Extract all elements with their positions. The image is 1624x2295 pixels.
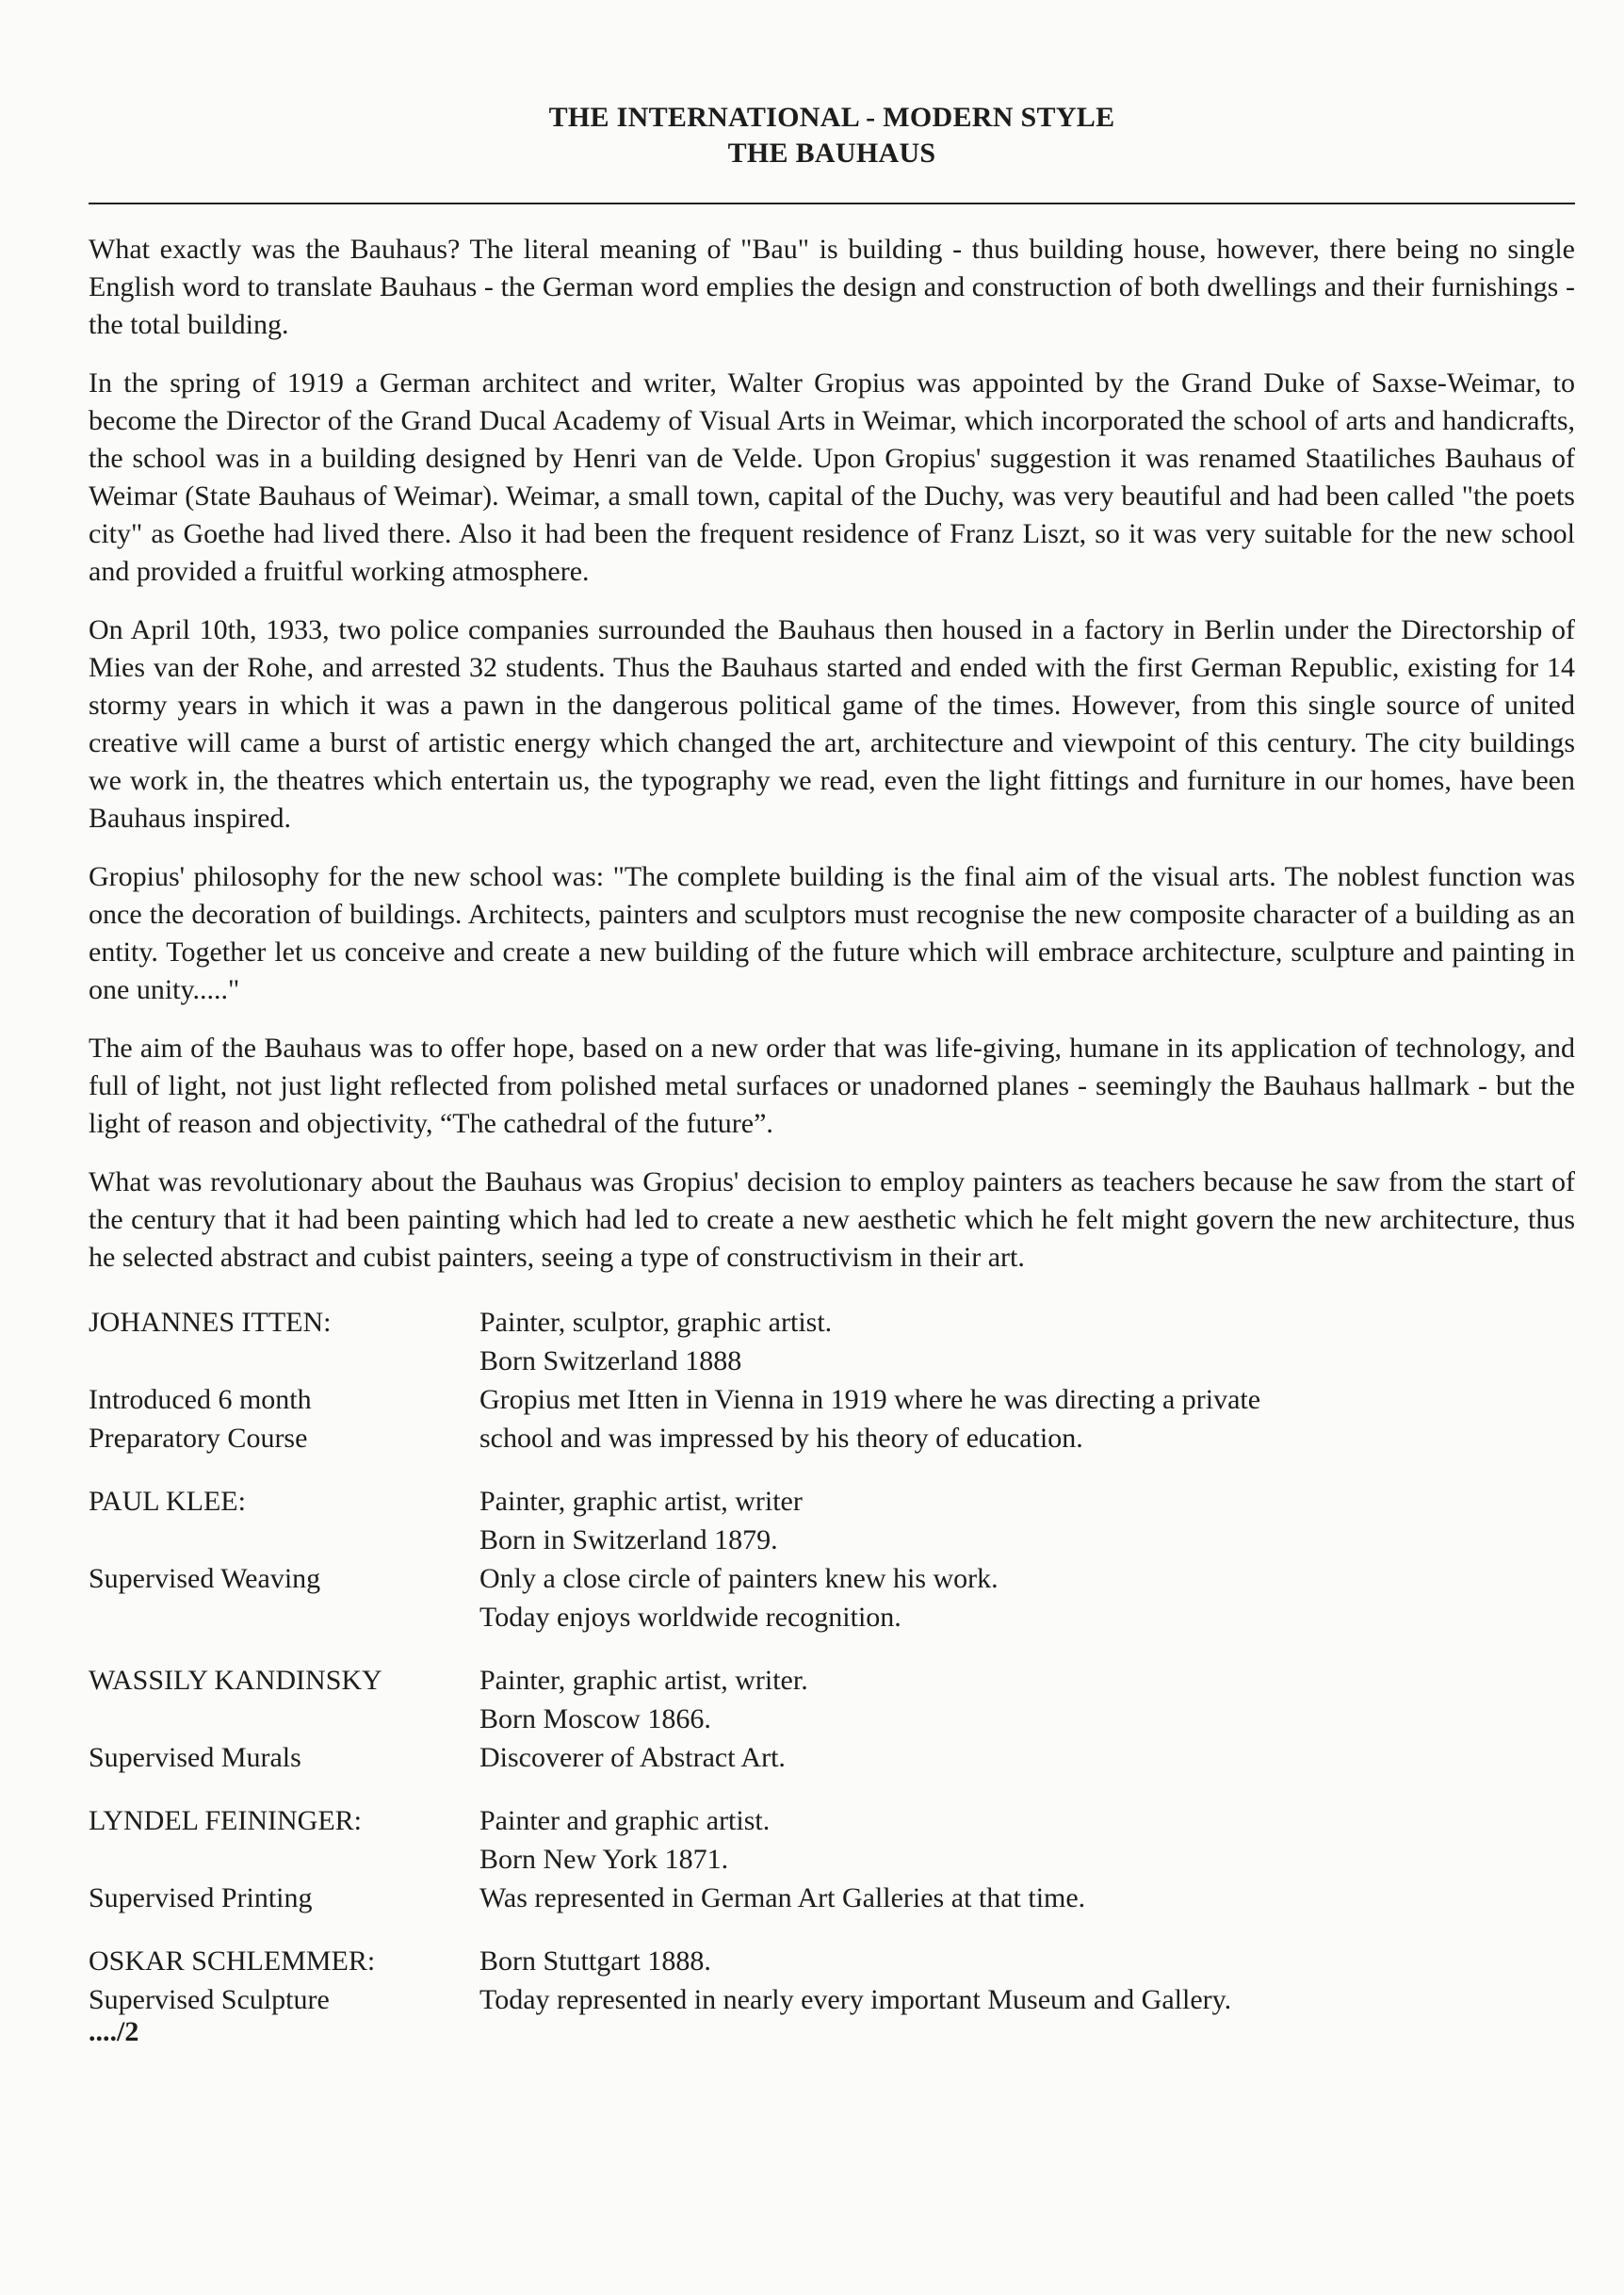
artist-entry-kandinsky — [89, 1661, 1575, 1777]
page-continuation-marker: ..../2 — [89, 2016, 139, 2047]
artist-role — [89, 1598, 479, 1636]
artist-name: LYNDEL FEININGER: — [89, 1805, 363, 1836]
artist-role: Introduced 6 month — [89, 1384, 312, 1415]
artist-list — [89, 1303, 1575, 2019]
artist-detail: school and was impressed by his theory of education. — [479, 1423, 1083, 1454]
artist-role — [89, 1840, 479, 1879]
artist-role — [89, 1342, 479, 1380]
artist-row — [89, 1661, 1575, 1700]
artist-role — [89, 1700, 479, 1738]
artist-name: JOHANNES ITTEN: — [89, 1307, 332, 1338]
artist-entry-itten — [89, 1303, 1575, 1457]
paragraph: The aim of the Bauhaus was to offer hope, based on a new order that was life-giving, humane in its application of technology, and full of light, not just light reflected from polished metal surfaces or unadorned planes - seemingly the Bauhaus hallmark - but the light of reason and objectivity, “The cathedral of the future”. — [89, 1033, 1575, 1139]
paragraph: On April 10th, 1933, two police companies surrounded the Bauhaus then housed in a factory in Berlin under the Directorship of Mies van der Rohe, and arrested 32 students. Thus the Bauhaus started and ended with the first German Republic, existing for 14 stormy years in which it was a pawn in the dangerous political game of the times. However, from this single source of united creative will came a burst of artistic energy which changed the art, architecture and viewpoint of this century. The city buildings we work in, the theatres which entertain us, the typography we read, even the light fittings and furniture in our homes, have been Bauhaus inspired. — [89, 614, 1575, 834]
artist-detail: Painter, sculptor, graphic artist. — [479, 1307, 833, 1338]
artist-entry-feininger — [89, 1801, 1575, 1917]
artist-name: WASSILY KANDINSKY — [89, 1665, 382, 1696]
artist-detail: Painter and graphic artist. — [479, 1805, 771, 1836]
artist-name: OSKAR SCHLEMMER: — [89, 1945, 376, 1977]
artist-detail: Born Stuttgart 1888. — [479, 1945, 711, 1977]
artist-detail: Today represented in nearly every important Museum and Gallery. — [479, 1984, 1232, 2015]
artist-row — [89, 1840, 1575, 1879]
artist-row — [89, 1482, 1575, 1521]
title-line-1: THE INTERNATIONAL - MODERN STYLE — [548, 102, 1115, 133]
artist-row — [89, 1521, 1575, 1559]
artist-detail: Born New York 1871. — [479, 1844, 729, 1875]
artist-role: Preparatory Course — [89, 1423, 308, 1454]
artist-row — [89, 1980, 1575, 2019]
artist-row — [89, 1598, 1575, 1636]
artist-row — [89, 1700, 1575, 1738]
artist-entry-klee — [89, 1482, 1575, 1636]
artist-role: Supervised Printing — [89, 1882, 313, 1913]
artist-detail: Painter, graphic artist, writer. — [479, 1665, 808, 1696]
title-divider — [89, 203, 1575, 204]
page-title — [89, 100, 1575, 171]
paragraph: Gropius' philosophy for the new school was: "The complete building is the final aim of the visual arts. The noblest function was once the decoration of buildings. Architects, painters and sculptors must recognise the new composite character of a building as an entity. Together let us conceive and create a new building of the future which will embrace architecture, sculpture and painting in one unity....." — [89, 861, 1575, 1005]
artist-row — [89, 1419, 1575, 1457]
artist-row — [89, 1942, 1575, 1980]
artist-detail: Discoverer of Abstract Art. — [479, 1742, 786, 1773]
artist-entry-schlemmer — [89, 1942, 1575, 2019]
document-page — [89, 100, 1575, 2051]
artist-detail: Painter, graphic artist, writer — [479, 1486, 803, 1517]
artist-role: Supervised Murals — [89, 1742, 301, 1773]
artist-detail: Born in Switzerland 1879. — [479, 1524, 778, 1555]
body-text — [89, 231, 1575, 1277]
artist-row — [89, 1380, 1575, 1419]
artist-row — [89, 1879, 1575, 1917]
artist-row — [89, 1738, 1575, 1777]
artist-row — [89, 1559, 1575, 1598]
paragraph: In the spring of 1919 a German architect and writer, Walter Gropius was appointed by the Grand Duke of Saxse-Weimar, to become the Director of the Grand Ducal Academy of Visual Arts in Weimar, which incorporated the school of arts and handicrafts, the school was in a building designed by Henri van de Velde. Upon Gropius' suggestion it was renamed Staatiliches Bauhaus of Weimar (State Bauhaus of Weimar). Weimar, a small town, capital of the Duchy, was very beautiful and had been called "the poets city" as Goethe had lived there. Also it had been the frequent residence of Franz Liszt, so it was very suitable for the new school and provided a fruitful working atmosphere. — [89, 367, 1575, 587]
paragraph: What was revolutionary about the Bauhaus was Gropius' decision to employ painters as teachers because he saw from the start of the century that it had been painting which had led to create a new aesthetic which he felt might govern the new architecture, thus he selected abstract and cubist painters, seeing a type of constructivism in their art. — [89, 1166, 1575, 1273]
artist-name: PAUL KLEE: — [89, 1486, 246, 1517]
artist-row — [89, 1342, 1575, 1380]
artist-detail: Gropius met Itten in Vienna in 1919 where he was directing a private — [479, 1384, 1261, 1415]
artist-row — [89, 1801, 1575, 1840]
artist-role: Supervised Weaving — [89, 1563, 321, 1594]
artist-detail: Was represented in German Art Galleries at that time. — [479, 1882, 1086, 1913]
paragraph: What exactly was the Bauhaus? The literal meaning of "Bau" is building - thus building house, however, there being no single English word to translate Bauhaus - the German word emplies the design and construction of both dwellings and their furnishings - the total building. — [89, 234, 1575, 340]
artist-role: Supervised Sculpture — [89, 1984, 330, 2015]
artist-detail: Only a close circle of painters knew his work. — [479, 1563, 999, 1594]
artist-row — [89, 1303, 1575, 1342]
artist-detail: Born Moscow 1866. — [479, 1703, 711, 1734]
artist-role — [89, 1521, 479, 1559]
artist-detail: Born Switzerland 1888 — [479, 1345, 742, 1376]
artist-detail: Today enjoys worldwide recognition. — [479, 1602, 901, 1633]
title-line-2: THE BAUHAUS — [727, 138, 936, 169]
